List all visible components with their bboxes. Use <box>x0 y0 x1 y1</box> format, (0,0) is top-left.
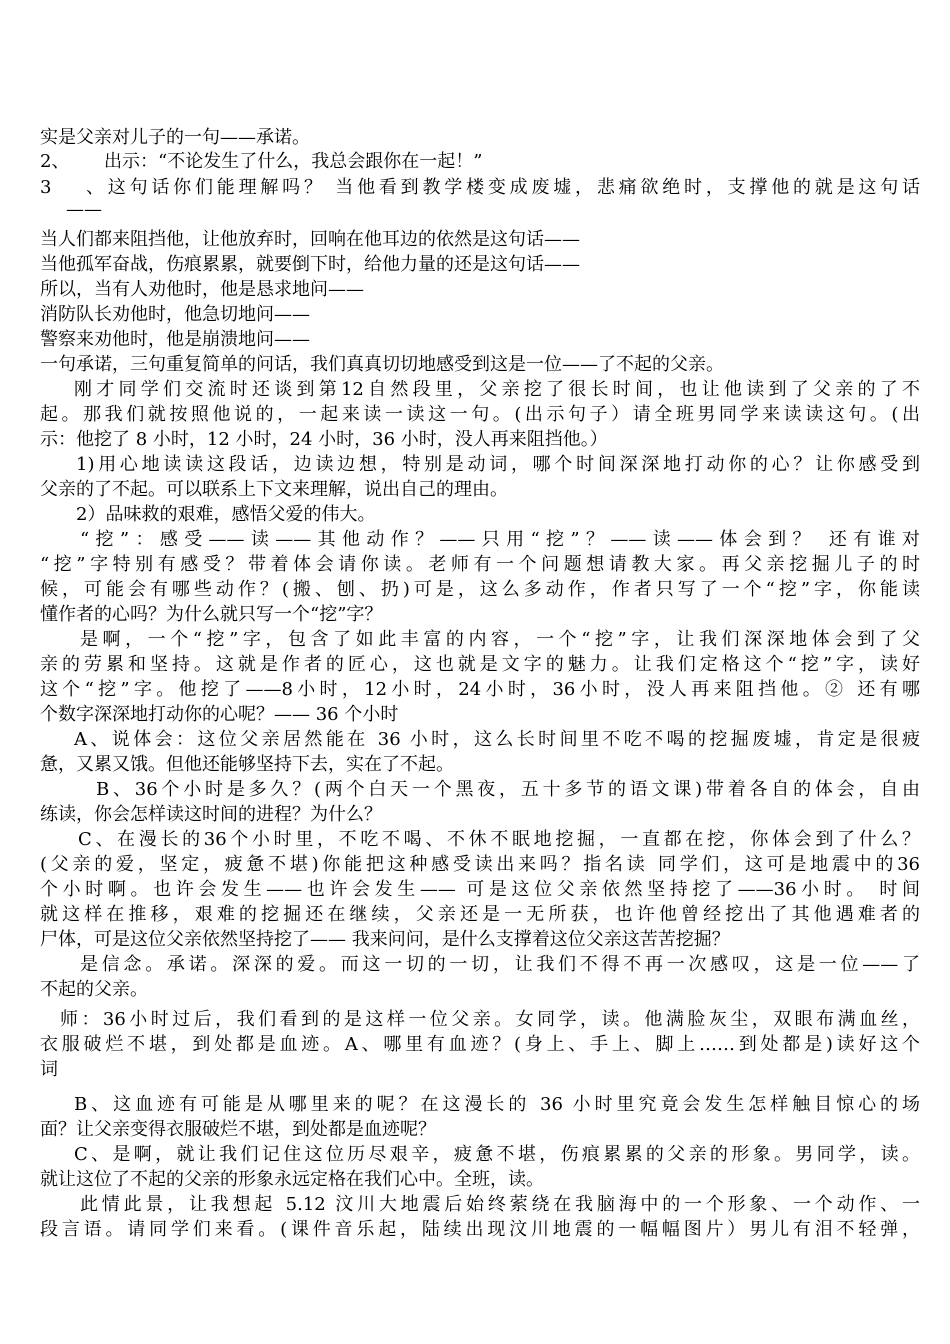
text-line <box>40 1033 920 1057</box>
line-text: 一句承诺，三句重复简单的问话，我们真真切切地感受到这是一位——了不起的父亲。 <box>40 354 724 375</box>
line-text: 实是父亲对儿子的一句——承诺。 <box>40 127 310 148</box>
text-line <box>40 928 920 952</box>
line-text: 个数字深深地打动你的心呢？—— 36 个小时 <box>40 704 399 725</box>
text-line <box>66 198 920 222</box>
line-text: 尸体，可是这位父亲依然坚持挖了—— 我来问问，是什么支撑着这位父亲这苦苦挖掘？ <box>40 929 730 950</box>
line-text: 刚才同学们交流时还谈到第12自然段里，父亲挖了很长时间，也让他读到了父亲的了不 <box>74 379 920 400</box>
line-text: 父亲的了不起。可以联系上下文来理解，说出自己的理由。 <box>40 479 508 500</box>
text-line <box>40 753 920 777</box>
line-text: C、是啊，就让我们记住这位历尽艰辛，疲惫不堪，伤痕累累的父亲的形象。男同学，读。 <box>74 1144 920 1165</box>
text-line <box>40 403 920 427</box>
line-text: 就这样在推移，艰难的挖掘还在继续，父亲还是一无所获，也许他曾经挖出了其他遇难者的 <box>40 904 920 925</box>
text-line <box>80 528 920 552</box>
text-line <box>40 176 920 200</box>
text-line <box>40 578 920 602</box>
text-line <box>40 853 920 877</box>
line-text: A、说体会：这位父亲居然能在 36 小时，这么长时间里不吃不喝的挖掘废墟，肯定是很疲 <box>74 729 920 750</box>
line-text: (父亲的爱，坚定，疲惫不堪)你能把这种感受读出来吗？指名读 同学们，这可是地震中的36 <box>40 854 920 875</box>
text-line <box>40 1168 920 1192</box>
text-line <box>74 1093 920 1117</box>
line-text: 懂作者的心吗？为什么就只写一个“挖”字？ <box>40 604 383 625</box>
line-text: 惫，又累又饿。但他还能够坚持下去，实在了不起。 <box>40 754 454 775</box>
text-line <box>40 126 920 150</box>
text-line <box>74 1143 920 1167</box>
text-line <box>76 453 920 477</box>
list-number: 2、 <box>40 151 70 172</box>
line-text: C、在漫长的36个小时里，不吃不喝、不休不眠地挖掘，一直都在挖，你体会到了什么？ <box>78 829 920 850</box>
line-text: —— <box>66 199 102 220</box>
line-text: 师：36小时过后，我们看到的是这样一位父亲。女同学，读。他满脸灰尘，双眼布满血丝， <box>60 1009 920 1030</box>
text-line <box>60 1008 920 1032</box>
line-text: B、这血迹有可能是从哪里来的呢？在这漫长的 36 小时里究竟会发生怎样触目惊心的场 <box>74 1094 920 1115</box>
line-text: B、36个小时是多久？(两个白天一个黑夜，五十多节的语文课)带着各自的体会，自由 <box>96 779 920 800</box>
text-line <box>74 728 920 752</box>
line-text: 示：他挖了 8 小时，12 小时，24 小时，36 小时，没人再来阻挡他。） <box>40 429 608 450</box>
text-line <box>76 503 920 527</box>
text-line <box>40 1118 920 1142</box>
text-line <box>40 278 920 302</box>
text-line <box>80 953 920 977</box>
text-line <box>78 828 920 852</box>
text-line <box>40 878 920 902</box>
line-text: 此情此景，让我想起 5.12 汶川大地震后始终萦绕在我脑海中的一个形象、一个动作、一 <box>80 1194 920 1215</box>
line-text: “挖”字特别有感受？带着体会请你读。老师有一个问题想请教大家。再父亲挖掘儿子的时 <box>40 554 920 575</box>
line-text: 起。那我们就按照他说的，一起来读一读这一句。(出示句子）请全班男同学来读读这句。(出 <box>40 404 920 425</box>
text-line <box>40 1058 920 1082</box>
line-text: 所以，当有人劝他时，他是恳求地问—— <box>40 279 364 300</box>
line-text: 2）品味救的艰难，感悟父爱的伟大。 <box>76 504 376 525</box>
line-text: 是信念。承诺。深深的爱。而这一切的一切，让我们不得不再一次感叹，这是一位——了 <box>80 954 920 975</box>
text-line <box>80 628 920 652</box>
text-line <box>40 653 920 677</box>
text-line <box>40 803 920 827</box>
text-line <box>74 378 920 402</box>
line-text: 是啊，一个“挖”字，包含了如此丰富的内容，一个“挖”字，让我们深深地体会到了父 <box>80 629 920 650</box>
line-text: 消防队长劝他时，他急切地问—— <box>40 304 310 325</box>
text-line <box>40 1218 920 1242</box>
text-line <box>40 328 920 352</box>
text-line <box>40 553 920 577</box>
text-line <box>40 703 920 727</box>
text-line <box>40 603 920 627</box>
text-line <box>80 1193 920 1217</box>
line-text: 练读，你会怎样读这时间的进程？为什么？ <box>40 804 382 825</box>
text-line <box>40 228 920 252</box>
text-line <box>40 150 920 174</box>
text-line <box>40 303 920 327</box>
text-line <box>40 903 920 927</box>
line-text: 衣服破烂不堪，到处都是血迹。A、哪里有血迹？(身上、手上、脚上……到处都是)读好这个 <box>40 1034 920 1055</box>
text-line <box>40 428 920 452</box>
line-text: 段言语。请同学们来看。(课件音乐起，陆续出现汶川地震的一幅幅图片）男儿有泪不轻弹， <box>40 1219 920 1240</box>
text-line <box>96 778 920 802</box>
line-text: 不起的父亲。 <box>40 979 148 1000</box>
text-line <box>40 678 920 702</box>
line-text: 就让这位了不起的父亲的形象永远定格在我们心中。全班，读。 <box>40 1169 544 1190</box>
line-text: 当人们都来阻挡他，让他放弃时，回响在他耳边的依然是这句话—— <box>40 229 580 250</box>
line-text: 这个“挖”字。他挖了——8小时，12小时，24小时，36小时，没人再来阻挡他。② 还有哪 <box>40 679 920 700</box>
line-text: 词 <box>40 1059 58 1080</box>
line-text: 候，可能会有哪些动作？(搬、刨、扔)可是，这么多动作，作者只写了一个“挖”字，你能读 <box>40 579 920 600</box>
line-text: 警察来劝他时，他是崩溃地问—— <box>40 329 310 350</box>
line-text: 亲的劳累和坚持。这就是作者的匠心，这也就是文字的魅力。让我们定格这个“挖”字，读好 <box>40 654 920 675</box>
line-text: 个小时啊。也许会发生——也许会发生—— 可是这位父亲依然坚持挖了——36小时。 时间 <box>40 879 920 900</box>
line-text: 这句话你们能理解吗？ 当他看到教学楼变成废墟，悲痛欲绝时，支撑他的就是这句话 <box>104 177 920 198</box>
line-text: 面？让父亲变得衣服破烂不堪，到处都是血迹呢？ <box>40 1119 436 1140</box>
text-line <box>40 353 920 377</box>
line-text: 当他孤军奋战，伤痕累累，就要倒下时，给他力量的还是这句话—— <box>40 254 580 275</box>
text-line <box>40 978 920 1002</box>
line-text: 出示：“不论发生了什么，我总会跟你在一起！” <box>104 151 483 172</box>
text-line <box>40 253 920 277</box>
list-number: 3、 <box>40 177 104 198</box>
line-text: 1)用心地读读这段话，边读边想，特别是动词，哪个时间深深地打动你的心？让你感受到 <box>76 454 920 475</box>
text-line <box>40 478 920 502</box>
line-text: “挖”：感受——读——其他动作？——只用“挖”？——读——体会到？ 还有谁对 <box>80 529 920 550</box>
